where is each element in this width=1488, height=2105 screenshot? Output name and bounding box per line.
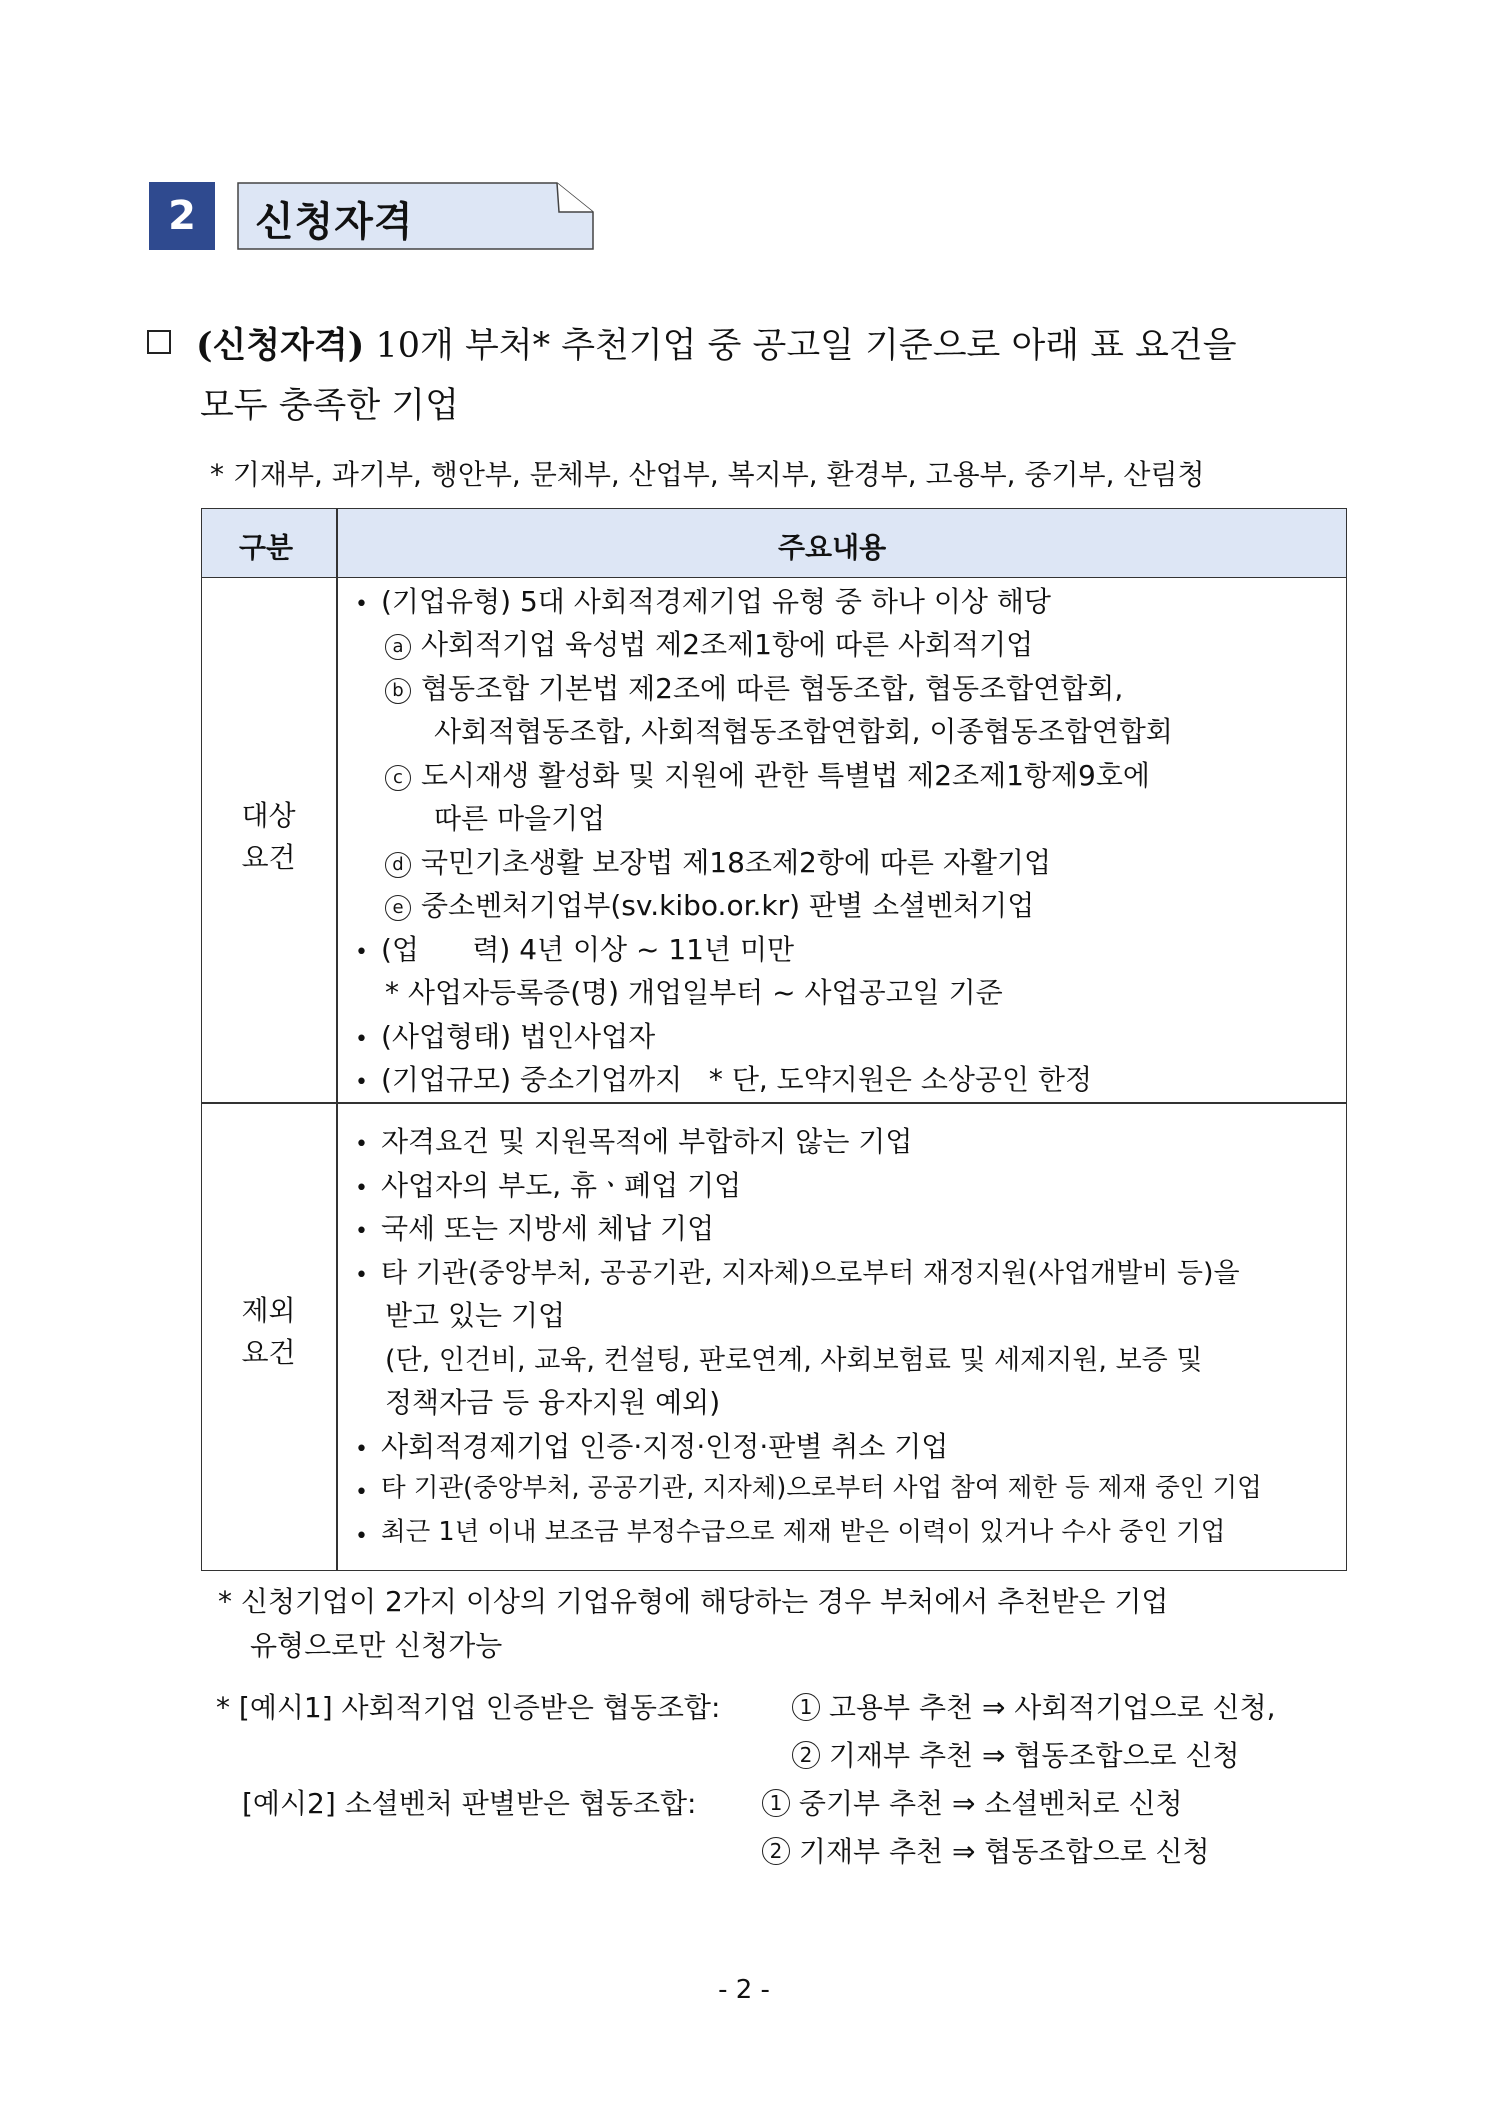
bullet-icon: • (355, 940, 368, 965)
bullet-icon: • (355, 1263, 368, 1288)
example1-option-b (792, 1734, 1240, 1774)
bullet-icon: • (355, 1070, 368, 1095)
note-multi-type-line1: * 신청기업이 2가지 이상의 기업유형에 해당하는 경우 부처에서 추천받은 기업 (218, 1585, 1169, 1618)
exclusion-line: (단, 인건비, 교육, 컨설팅, 판로연계, 사회보험료 및 세제지원, 보증 및 (385, 1345, 1203, 1376)
circled-1-icon: 1 (762, 1789, 790, 1817)
example2-option-b (762, 1830, 1210, 1870)
main-paragraph-line2: 모두 충족한 기업 (200, 386, 459, 426)
exclusion-line: 정책자금 등 융자지원 예외) (385, 1386, 721, 1419)
page-number: - 2 - (718, 1975, 770, 2005)
target-line: (업 력) 4년 이상 ~ 11년 미만 (381, 933, 795, 966)
bullet-icon: • (355, 1480, 368, 1505)
example2-option-b-text: 기재부 추천 ⇒ 협동조합으로 신청 (798, 1835, 1210, 1868)
target-line (385, 667, 1123, 707)
circled-c-icon: c (385, 765, 411, 791)
example2-label: [예시2] 소셜벤처 판별받은 협동조합: (242, 1787, 697, 1820)
example1-option-b-text: 기재부 추천 ⇒ 협동조합으로 신청 (828, 1739, 1240, 1772)
target-line (385, 884, 1034, 924)
row-label-target (201, 795, 336, 879)
bullet-icon: • (355, 1027, 368, 1052)
eligibility-table (201, 508, 1347, 1571)
target-line-text: 도시재생 활성화 및 지원에 관한 특별법 제2조제1항제9호에 (421, 759, 1150, 792)
example1-option-a-text: 고용부 추천 ⇒ 사회적기업으로 신청, (828, 1691, 1276, 1724)
header-contents: 주요내용 (778, 531, 887, 564)
row-label-exclusion-2: 요건 (241, 1336, 296, 1369)
main-paragraph-line1 (196, 318, 1237, 368)
target-line: 사회적협동조합, 사회적협동조합연합회, 이종협동조합연합회 (434, 715, 1173, 748)
bullet-icon: • (355, 1437, 368, 1462)
circled-d-icon: d (385, 852, 411, 878)
example1-label: * [예시1] 사회적기업 인증받은 협동조합: (216, 1691, 721, 1724)
exclusion-line: 자격요건 및 지원목적에 부합하지 않는 기업 (381, 1125, 913, 1158)
target-line: 따른 마을기업 (434, 802, 606, 835)
bullet-icon: • (355, 1524, 368, 1549)
row-label-target-1: 대상 (241, 799, 296, 832)
circled-b-icon: b (385, 678, 411, 704)
bullet-icon: • (355, 1219, 368, 1244)
target-line: (기업규모) 중소기업까지 * 단, 도약지원은 소상공인 한정 (381, 1063, 1093, 1096)
target-line: (사업형태) 법인사업자 (381, 1020, 656, 1053)
circled-2-icon: 2 (762, 1837, 790, 1865)
main-line1-text: 10개 부처* 추천기업 중 공고일 기준으로 아래 표 요건을 (364, 326, 1237, 366)
section-number: 2 (149, 182, 215, 250)
exclusion-line: 사업자의 부도, 휴ㆍ폐업 기업 (381, 1169, 742, 1202)
circled-2-icon: 2 (792, 1741, 820, 1769)
target-line: * 사업자등록증(명) 개업일부터 ~ 사업공고일 기준 (385, 976, 1003, 1009)
row-label-exclusion-1: 제외 (241, 1294, 296, 1327)
row-label-target-2: 요건 (241, 841, 296, 874)
bullet-icon: • (355, 592, 368, 617)
exclusion-line: 타 기관(중앙부처, 공공기관, 지자체)으로부터 재정지원(사업개발비 등)을 (381, 1258, 1240, 1289)
exclusion-line: 타 기관(중앙부처, 공공기관, 지자체)으로부터 사업 참여 제한 등 제재 중인 기업 (381, 1473, 1262, 1503)
example2-option-a-text: 중기부 추천 ⇒ 소셜벤처로 신청 (798, 1787, 1183, 1820)
eligibility-label: (신청자격) (196, 325, 365, 366)
section-title-box (237, 182, 593, 248)
exclusion-line: 국세 또는 지방세 체납 기업 (381, 1212, 715, 1245)
exclusion-line: 최근 1년 이내 보조금 부정수급으로 제재 받은 이력이 있거나 수사 중인 기업 (381, 1517, 1226, 1547)
target-line (385, 623, 1033, 663)
circled-1-icon: 1 (792, 1693, 820, 1721)
target-line-text: 협동조합 기본법 제2조에 따른 협동조합, 협동조합연합회, (421, 672, 1124, 705)
target-line-text: 국민기초생활 보장법 제18조제2항에 따른 자활기업 (421, 846, 1052, 879)
header-category: 구분 (239, 531, 294, 564)
target-line: (기업유형) 5대 사회적경제기업 유형 중 하나 이상 해당 (381, 585, 1051, 618)
exclusion-line: 사회적경제기업 인증·지정·인정·판별 취소 기업 (381, 1430, 949, 1463)
target-line-text: 중소벤처기업부(sv.kibo.or.kr) 판별 소셜벤처기업 (421, 889, 1035, 922)
target-line-text: 사회적기업 육성법 제2조제1항에 따른 사회적기업 (421, 628, 1034, 661)
note-multi-type-line2: 유형으로만 신청가능 (250, 1629, 503, 1662)
circled-e-icon: e (385, 895, 411, 921)
circled-a-icon: a (385, 634, 411, 660)
exclusion-line: 받고 있는 기업 (385, 1299, 566, 1332)
target-line (385, 754, 1150, 794)
ministries-note: * 기재부, 과기부, 행안부, 문체부, 산업부, 복지부, 환경부, 고용부, 중기부, 산림청 (210, 458, 1205, 491)
target-line (385, 841, 1051, 881)
row-label-exclusion (201, 1290, 336, 1374)
row-divider (201, 1102, 1347, 1104)
example1-option-a (792, 1686, 1276, 1726)
column-divider (336, 508, 338, 1571)
square-bullet-icon (147, 330, 171, 354)
bullet-icon: • (355, 1176, 368, 1201)
bullet-icon: • (355, 1132, 368, 1157)
example2-option-a (762, 1782, 1183, 1822)
section-title: 신청자격 (255, 199, 414, 245)
